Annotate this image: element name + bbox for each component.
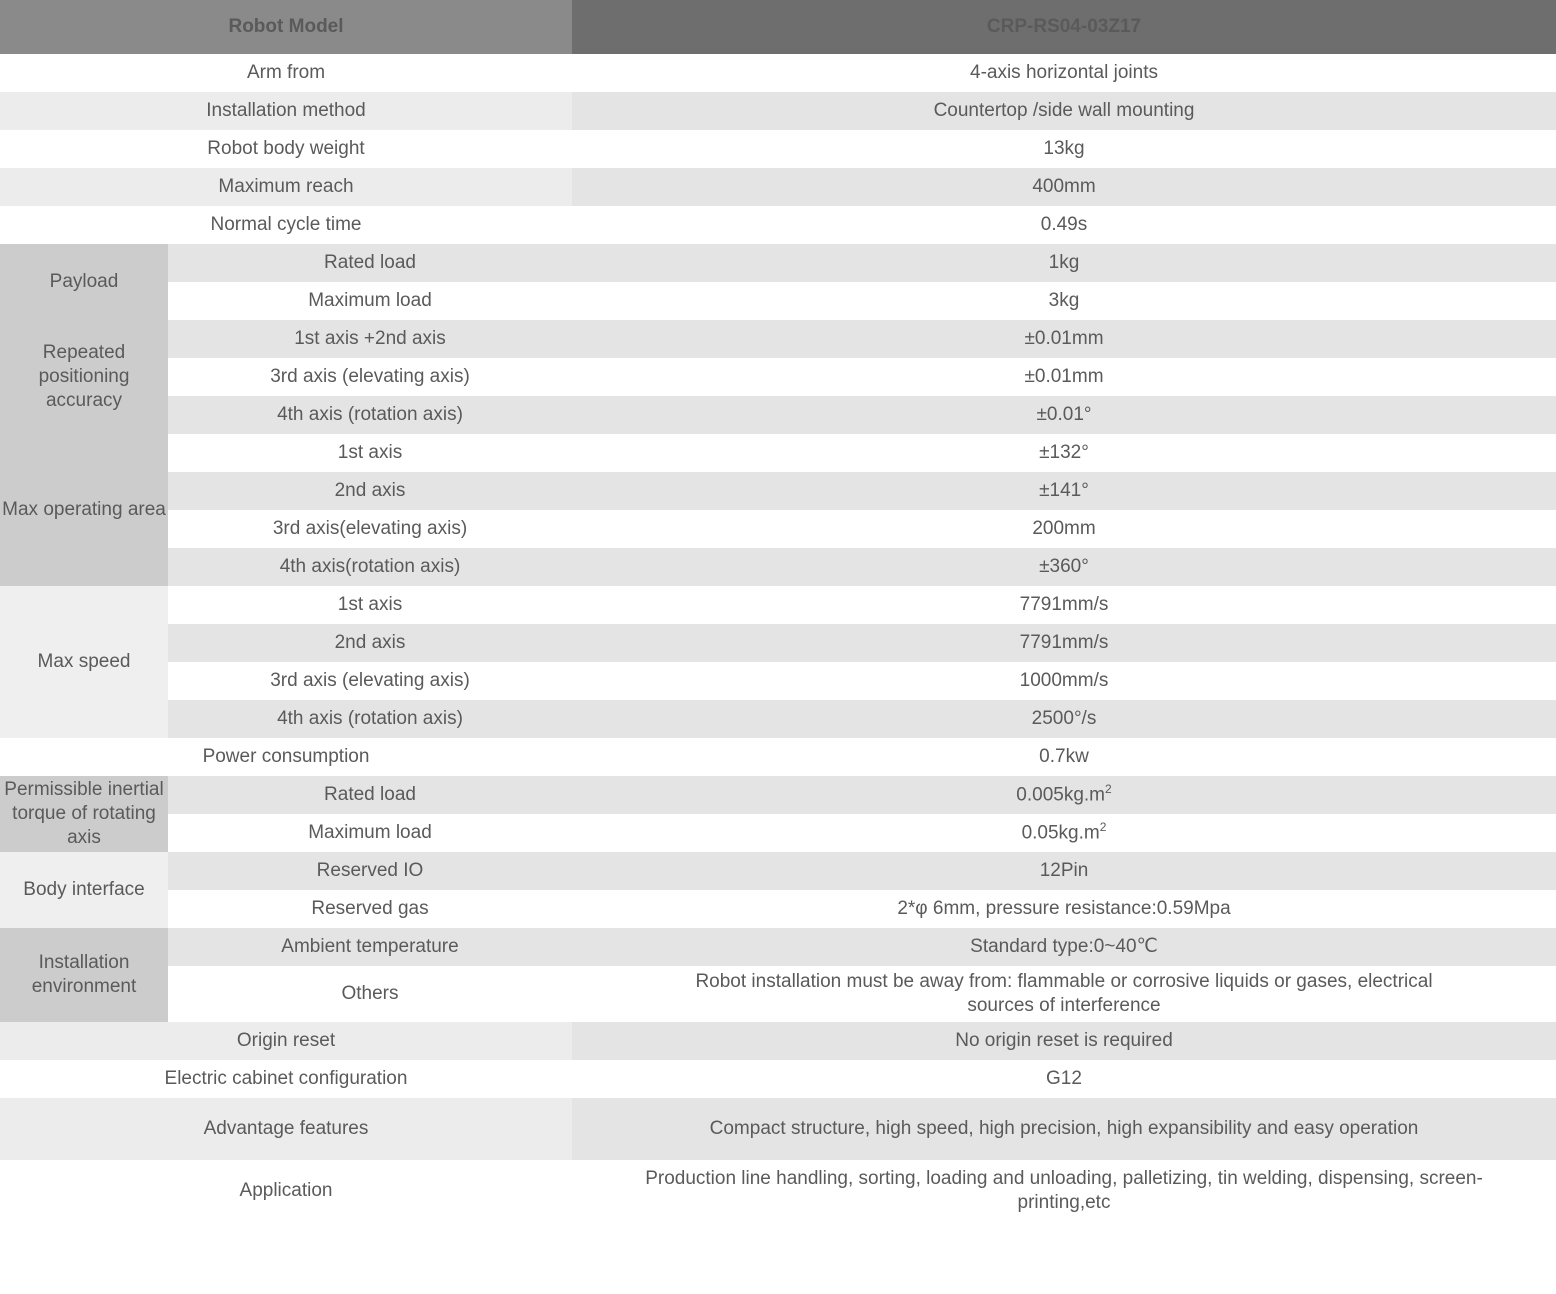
row-value: G12	[572, 1060, 1556, 1098]
group-label-repeat-accuracy: Repeated positioning accuracy	[0, 320, 168, 434]
table-row	[0, 320, 1556, 358]
table-row	[0, 966, 1556, 1022]
row-label: Maximum load	[168, 282, 572, 320]
table-row	[0, 776, 1556, 814]
row-label: Others	[168, 966, 572, 1022]
row-value: Standard type:0~40℃	[572, 928, 1556, 966]
table-row	[0, 738, 1556, 776]
row-value: 12Pin	[572, 852, 1556, 890]
row-label: Maximum reach	[0, 168, 572, 206]
row-label: 3rd axis (elevating axis)	[168, 662, 572, 700]
group-label-body-interface: Body interface	[0, 852, 168, 928]
row-label: 1st axis +2nd axis	[168, 320, 572, 358]
row-value: 2*φ 6mm, pressure resistance:0.59Mpa	[572, 890, 1556, 928]
table-row	[0, 1022, 1556, 1060]
table-row	[0, 54, 1556, 92]
header-model-value: CRP-RS04-03Z17	[572, 0, 1556, 54]
row-label: 4th axis (rotation axis)	[168, 700, 572, 738]
row-label: Origin reset	[0, 1022, 572, 1060]
group-label-max-operating-area: Max operating area	[0, 434, 168, 586]
row-label: Maximum load	[168, 814, 572, 852]
table-row	[0, 510, 1556, 548]
row-value: Production line handling, sorting, loading and unloading, palletizing, tin welding, dispensing, screen-printing,etc	[572, 1160, 1556, 1222]
row-label: 4th axis(rotation axis)	[168, 548, 572, 586]
row-value: 400mm	[572, 168, 1556, 206]
table-row	[0, 1098, 1556, 1160]
row-value: ±0.01mm	[572, 320, 1556, 358]
row-label: Electric cabinet configuration	[0, 1060, 572, 1098]
row-label: Installation method	[0, 92, 572, 130]
row-value: 0.49s	[572, 206, 1556, 244]
row-label: Rated load	[168, 776, 572, 814]
row-value: ±132°	[572, 434, 1556, 472]
table-row	[0, 92, 1556, 130]
table-row	[0, 1060, 1556, 1098]
row-label: Robot body weight	[0, 130, 572, 168]
row-label: Rated load	[168, 244, 572, 282]
row-value: ±360°	[572, 548, 1556, 586]
group-label-inertial-torque: Permissible inertial torque of rotating axis	[0, 776, 168, 852]
row-label: Arm from	[0, 54, 572, 92]
row-value: 2500°/s	[572, 700, 1556, 738]
row-label: 2nd axis	[168, 472, 572, 510]
table-row	[0, 130, 1556, 168]
table-row	[0, 662, 1556, 700]
table-row	[0, 890, 1556, 928]
row-value: ±0.01°	[572, 396, 1556, 434]
row-label: 1st axis	[168, 586, 572, 624]
row-value: 7791mm/s	[572, 624, 1556, 662]
table-row	[0, 472, 1556, 510]
table-row	[0, 814, 1556, 852]
row-label: Reserved gas	[168, 890, 572, 928]
row-value: Compact structure, high speed, high precision, high expansibility and easy operation	[572, 1098, 1556, 1160]
row-label: Ambient temperature	[168, 928, 572, 966]
table-row	[0, 700, 1556, 738]
row-value: 4-axis horizontal joints	[572, 54, 1556, 92]
group-label-payload: Payload	[0, 244, 168, 320]
row-value	[572, 776, 1556, 814]
row-value: 1kg	[572, 244, 1556, 282]
row-value-superscript: 2	[1105, 782, 1112, 797]
row-label: Reserved IO	[168, 852, 572, 890]
row-value: Countertop /side wall mounting	[572, 92, 1556, 130]
table-row	[0, 396, 1556, 434]
table-row	[0, 358, 1556, 396]
row-value: 0.7kw	[572, 738, 1556, 776]
row-label: 1st axis	[168, 434, 572, 472]
row-value: 200mm	[572, 510, 1556, 548]
row-value: ±0.01mm	[572, 358, 1556, 396]
row-label: 3rd axis (elevating axis)	[168, 358, 572, 396]
row-label: Power consumption	[0, 738, 572, 776]
table-row	[0, 1160, 1556, 1222]
row-value: 1000mm/s	[572, 662, 1556, 700]
row-value-text: 0.005kg.m	[1016, 784, 1106, 806]
row-value: 13kg	[572, 130, 1556, 168]
table-row	[0, 206, 1556, 244]
row-label: Normal cycle time	[0, 206, 572, 244]
row-value: 3kg	[572, 282, 1556, 320]
table-row	[0, 624, 1556, 662]
row-value: No origin reset is required	[572, 1022, 1556, 1060]
table-row	[0, 434, 1556, 472]
table-header-row	[0, 0, 1556, 54]
header-model-label: Robot Model	[0, 0, 572, 54]
table-row	[0, 548, 1556, 586]
table-row	[0, 852, 1556, 890]
row-value	[572, 814, 1556, 852]
group-label-max-speed: Max speed	[0, 586, 168, 738]
row-value: 7791mm/s	[572, 586, 1556, 624]
row-label: 2nd axis	[168, 624, 572, 662]
row-label: 4th axis (rotation axis)	[168, 396, 572, 434]
row-value: ±141°	[572, 472, 1556, 510]
table-row	[0, 928, 1556, 966]
group-label-installation-environment: Installation environment	[0, 928, 168, 1022]
row-value: Robot installation must be away from: flammable or corrosive liquids or gases, electrical sources of interference	[572, 966, 1556, 1022]
table-row	[0, 282, 1556, 320]
row-value-text: 0.05kg.m	[1021, 822, 1100, 844]
row-label: 3rd axis(elevating axis)	[168, 510, 572, 548]
table-row	[0, 586, 1556, 624]
table-row	[0, 244, 1556, 282]
row-value-superscript: 2	[1099, 820, 1107, 835]
row-label: Application	[0, 1160, 572, 1222]
table-row	[0, 168, 1556, 206]
row-label: Advantage features	[0, 1098, 572, 1160]
